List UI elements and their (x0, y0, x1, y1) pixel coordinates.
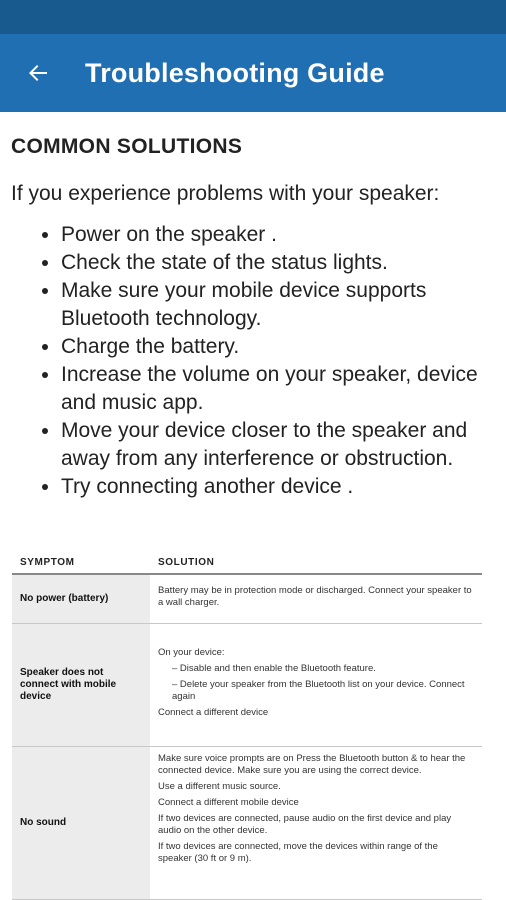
solution-text: If two devices are connected, move the devices within range of the speaker (30 ft or 9 m). (158, 841, 438, 864)
table-row (12, 624, 482, 747)
table-row (12, 747, 482, 900)
list-item: • Try connecting another device . (61, 473, 495, 501)
list-item: • Move your device closer to the speaker and away from any interference or obstruction. (61, 417, 495, 473)
troubleshooting-table (12, 552, 482, 900)
list-item: • Check the state of the status lights. (61, 249, 495, 277)
app-bar (0, 34, 506, 112)
tips-list (11, 221, 495, 501)
list-item: • Increase the volume on your speaker, device and music app. (61, 361, 495, 417)
page-title: Troubleshooting Guide (85, 57, 385, 88)
list-item: • Make sure your mobile device supports Bluetooth technology. (61, 277, 495, 333)
solution-text: Make sure voice prompts are on Press the Bluetooth button & to hear the connected device. Make sure you are using the correct device. (158, 753, 466, 776)
symptom-cell: No power (battery) (12, 574, 150, 624)
table-header-row (12, 552, 482, 574)
solution-text: On your device: (158, 647, 225, 658)
intro-text: If you experience problems with your speaker: (11, 182, 440, 205)
solution-header: SOLUTION (150, 552, 482, 574)
section-heading: COMMON SOLUTIONS (11, 135, 243, 158)
status-bar (0, 0, 506, 34)
symptom-header: SYMPTOM (12, 552, 150, 574)
back-button[interactable] (25, 60, 51, 86)
solution-cell (150, 624, 482, 747)
solution-cell (150, 574, 482, 624)
solution-subitem: – Delete your speaker from the Bluetooth list on your device. Connect again (172, 679, 465, 702)
arrow-left-icon (26, 61, 50, 85)
solution-text: If two devices are connected, pause audio on the first device and play audio on the other device. (158, 813, 452, 836)
solution-text: Connect a different mobile device (158, 797, 299, 808)
solution-text: Battery may be in protection mode or discharged. Connect your speaker to a wall charger. (158, 585, 472, 608)
symptom-cell: No sound (12, 747, 150, 900)
solution-text: Connect a different device (158, 707, 269, 718)
list-item: • Power on the speaker . (61, 221, 495, 249)
symptom-cell: Speaker does not connect with mobile device (12, 624, 150, 747)
list-item: • Charge the battery. (61, 333, 495, 361)
table-row (12, 574, 482, 624)
solution-text: Use a different music source. (158, 781, 281, 792)
content (0, 135, 506, 501)
solution-subitem: – Disable and then enable the Bluetooth feature. (172, 663, 376, 674)
solution-cell (150, 747, 482, 900)
